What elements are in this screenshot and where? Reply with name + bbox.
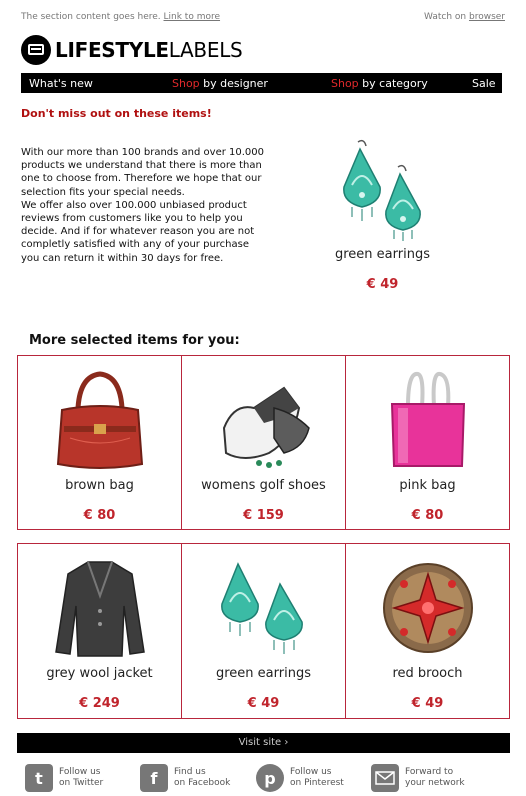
social-text [405, 767, 465, 789]
social-text [174, 767, 230, 789]
featured-price: € 49 [366, 277, 399, 292]
nav-category-prefix: Shop [331, 77, 359, 90]
social-line-1: Find us [174, 767, 206, 777]
link-to-more[interactable]: Link to more [163, 12, 221, 22]
nav-whats-new[interactable]: What's new [29, 77, 93, 90]
social-line-1: Follow us [59, 767, 101, 777]
green-earrings-image [214, 556, 314, 661]
product-name: pink bag [399, 478, 456, 493]
social-links [21, 762, 511, 794]
product-price: € 49 [247, 696, 280, 711]
browser-link[interactable]: browser [468, 12, 505, 22]
product-price: € 159 [243, 508, 284, 523]
social-text [290, 767, 344, 789]
nav-shop-by-category[interactable] [331, 77, 428, 90]
facebook-icon: f [140, 764, 168, 792]
grey-wool-jacket-image [50, 556, 150, 661]
product-card[interactable] [182, 544, 346, 718]
product-card[interactable] [182, 356, 346, 529]
nav-designer-prefix: Shop [172, 77, 200, 90]
headline: Don't miss out on these items! [21, 107, 212, 120]
social-forward[interactable] [371, 762, 465, 794]
product-name: grey wool jacket [46, 666, 153, 681]
product-price: € 49 [411, 696, 444, 711]
top-right-text [424, 12, 505, 22]
social-line-2: on Facebook [174, 778, 231, 788]
red-brooch-image [378, 556, 478, 661]
product-price: € 80 [411, 508, 444, 523]
logo-mark-icon [21, 35, 51, 65]
green-earrings-image [340, 137, 430, 242]
product-name: womens golf shoes [201, 478, 326, 493]
product-card[interactable] [346, 356, 509, 529]
product-grid-row-1 [17, 355, 510, 530]
nav-category-suffix: by category [358, 77, 428, 90]
main-nav [21, 73, 502, 93]
social-line-1: Follow us [290, 767, 332, 777]
product-card[interactable] [18, 544, 182, 718]
pink-bag-image [378, 368, 478, 473]
womens-golf-shoes-image [214, 368, 314, 473]
social-pinterest[interactable] [256, 762, 344, 794]
watch-on-text: Watch on [424, 12, 467, 22]
logo-bold: LIFESTYLE [55, 38, 169, 62]
top-bar [21, 12, 505, 26]
product-price: € 249 [79, 696, 120, 711]
product-name: red brooch [392, 666, 463, 681]
social-facebook[interactable] [140, 762, 230, 794]
nav-designer-suffix: by designer [199, 77, 268, 90]
social-line-2: your network [405, 778, 465, 788]
nav-sale[interactable]: Sale [472, 77, 496, 90]
social-line-2: on Pinterest [290, 778, 344, 788]
visit-site-button[interactable]: Visit site › [17, 733, 510, 753]
brown-bag-image [50, 368, 150, 473]
nav-shop-by-designer[interactable] [172, 77, 268, 90]
intro-text [21, 146, 266, 265]
product-card[interactable] [346, 544, 509, 718]
featured-product[interactable] [300, 132, 465, 302]
intro-paragraph-1: With our more than 100 brands and over 10.000 products we understand that there is more than one to choose from. Therefore we hope that our selection fits your special needs. [21, 147, 265, 198]
mail-icon [371, 764, 399, 792]
logo-light: LABELS [168, 38, 243, 62]
featured-name: green earrings [335, 247, 430, 262]
social-line-2: on Twitter [59, 778, 104, 788]
logo-wordmark [55, 38, 242, 62]
product-price: € 80 [83, 508, 116, 523]
top-left-text [21, 12, 220, 22]
brand-logo[interactable] [21, 33, 242, 67]
product-name: brown bag [65, 478, 134, 493]
product-grid-row-2 [17, 543, 510, 719]
intro-paragraph-2: We offer also over 100.000 unbiased product reviews from customers like you to help you decide. And if for whatever reason you are not completly satisfied with any of your purchase you can return it within 30 days for free. [21, 199, 255, 264]
section-text: The section content goes here. [21, 12, 161, 22]
pinterest-icon: p [256, 764, 284, 792]
product-name: green earrings [216, 666, 311, 681]
social-text [59, 767, 103, 789]
social-line-1: Forward to [405, 767, 454, 777]
more-items-heading: More selected items for you: [29, 333, 240, 348]
social-twitter[interactable] [25, 762, 103, 794]
product-card[interactable] [18, 356, 182, 529]
twitter-icon: t [25, 764, 53, 792]
